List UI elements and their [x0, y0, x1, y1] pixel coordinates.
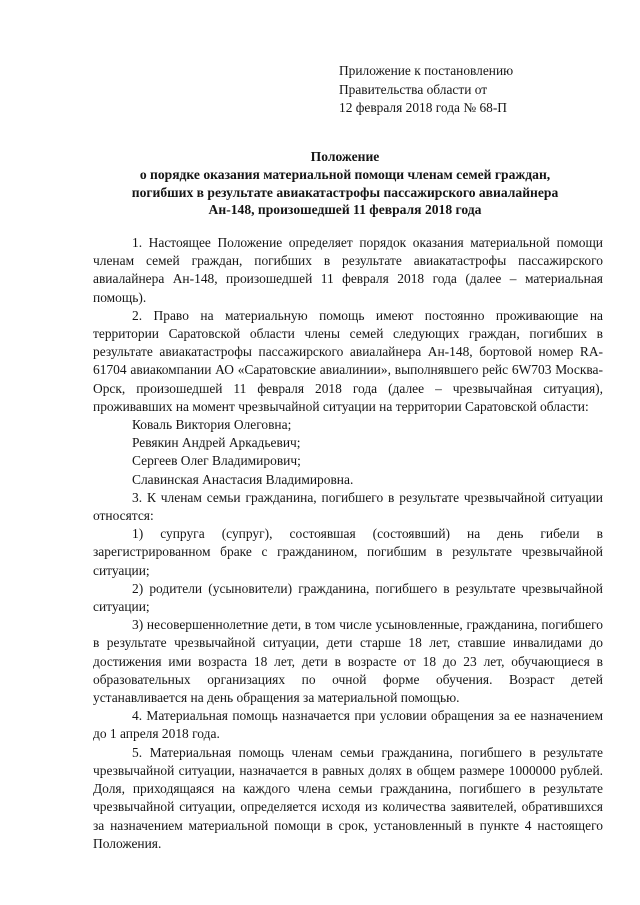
paragraph-3-item-1: 1) супруга (супруг), состоявшая (состоявший) на день гибели в зарегистрированном браке с гражданином, погибшим в результате чрезвычайной ситуации;: [93, 526, 603, 578]
title-line: о порядке оказания материальной помощи членам семей граждан,: [139, 166, 551, 182]
appendix-line: 12 февраля 2018 года № 68-П: [339, 100, 507, 115]
document-body: [93, 234, 603, 853]
paragraph-2: 2. Право на материальную помощь имеют постоянно проживающие на территории Саратовской области члены семей следующих граждан, погибших в результате авиакатастрофы пассажирского авиалайнера Ан-148, бортовой номер RA-61704 авиакомпании АО «Саратовские авиалинии», выполнявшего рейс 6W703 Москва-Орск, произошедшей 11 февраля 2018 года (далее – чрезвычайная ситуация), проживавших на момент чрезвычайной ситуации на территории Саратовской области:: [93, 307, 603, 414]
title-line: Ан-148, произошедшей 11 февраля 2018 года: [208, 202, 482, 218]
victim-name: Славинская Анастасия Владимировна.: [132, 471, 354, 487]
title-line: Положение: [310, 149, 380, 164]
title-line: погибших в результате авиакатастрофы пассажирского авиалайнера: [131, 184, 559, 200]
paragraph-1: 1. Настоящее Положение определяет порядок оказания материальной помощи членам семей граждан, погибших в результате авиакатастрофы пассажирского авиалайнера Ан-148, произошедшей 11 февраля 2018 года (далее – материальная помощь).: [93, 235, 603, 305]
appendix-header: [339, 62, 513, 118]
paragraph-3-item-3: 3) несовершеннолетние дети, в том числе усыновленные, гражданина, погибшего в результате чрезвычайной ситуации, дети старше 18 лет, ставшие инвалидами до достижения ими возраста 18 лет, дети в возрасте от 18 до 23 лет, обучающиеся в образовательных организациях по очной форме обучения. Возраст детей устанавливается на день обращения за материальной помощью.: [93, 617, 603, 706]
paragraph-5: 5. Материальная помощь членам семьи гражданина, погибшего в результате чрезвычайной ситуации, назначается в равных долях в общем размере 1000000 рублей. Доля, приходящаяся на каждого члена семьи гражданина, погибшего в результате чрезвычайной ситуации, определяется исходя из количества заявителей, обратившихся за назначением материальной помощи в срок, установленный в пункте 4 настоящего Положения.: [93, 744, 603, 851]
victim-name: Сергеев Олег Владимирович;: [132, 453, 301, 469]
victim-name: Ревякин Андрей Аркадьевич;: [132, 435, 301, 451]
document-title: [86, 148, 604, 219]
victim-name: Коваль Виктория Олеговна;: [132, 417, 292, 433]
paragraph-3-item-2: 2) родители (усыновители) гражданина, погибшего в результате чрезвычайной ситуации;: [93, 580, 603, 615]
appendix-line: Правительства области от: [339, 81, 488, 97]
paragraph-4: 4. Материальная помощь назначается при условии обращения за ее назначением до 1 апреля 2018 года.: [93, 708, 603, 742]
paragraph-3: 3. К членам семьи гражданина, погибшего в результате чрезвычайной ситуации относятся:: [93, 489, 603, 524]
appendix-line: Приложение к постановлению: [339, 63, 514, 78]
